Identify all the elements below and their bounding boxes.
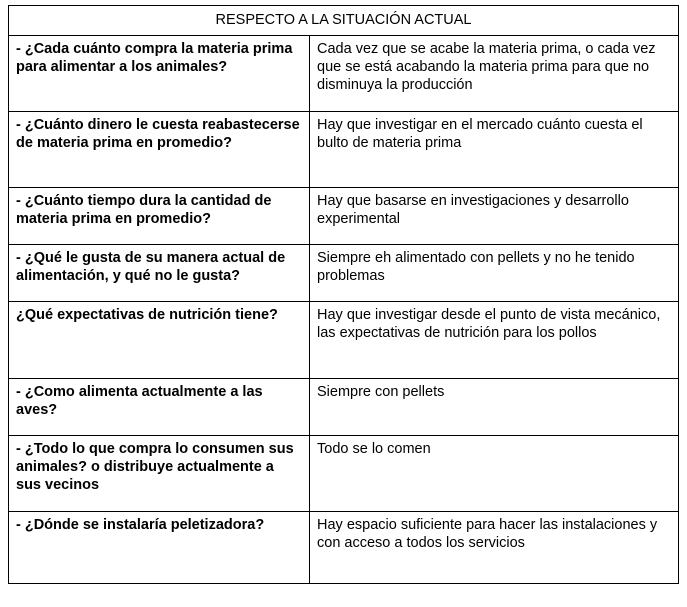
table-row	[9, 245, 679, 302]
table-row	[9, 188, 679, 245]
question-cell: ¿Qué expectativas de nutrición tiene?	[9, 302, 310, 379]
table-title: RESPECTO A LA SITUACIÓN ACTUAL	[9, 6, 679, 36]
question-cell: - ¿Todo lo que compra lo consumen sus animales? o distribuye actualmente a sus vecinos	[9, 436, 310, 512]
answer-cell: Hay espacio suficiente para hacer las instalaciones y con acceso a todos los servicios	[310, 512, 679, 584]
answer-cell: Hay que investigar en el mercado cuánto cuesta el bulto de materia prima	[310, 112, 679, 188]
question-cell: - ¿Qué le gusta de su manera actual de alimentación, y qué no le gusta?	[9, 245, 310, 302]
table-row	[9, 379, 679, 436]
question-cell: - ¿Dónde se instalaría peletizadora?	[9, 512, 310, 584]
question-cell: - ¿Como alimenta actualmente a las aves?	[9, 379, 310, 436]
question-cell: - ¿Cuánto tiempo dura la cantidad de materia prima en promedio?	[9, 188, 310, 245]
question-cell: - ¿Cada cuánto compra la materia prima para alimentar a los animales?	[9, 36, 310, 112]
answer-cell: Hay que basarse en investigaciones y desarrollo experimental	[310, 188, 679, 245]
answer-cell: Cada vez que se acabe la materia prima, o cada vez que se está acabando la materia prima para que no disminuya la producción	[310, 36, 679, 112]
table-row	[9, 436, 679, 512]
table-row	[9, 112, 679, 188]
table-row	[9, 302, 679, 379]
answer-cell: Siempre eh alimentado con pellets y no he tenido problemas	[310, 245, 679, 302]
answer-cell: Hay que investigar desde el punto de vista mecánico, las expectativas de nutrición para los pollos	[310, 302, 679, 379]
title-row	[9, 6, 679, 36]
question-cell: - ¿Cuánto dinero le cuesta reabastecerse de materia prima en promedio?	[9, 112, 310, 188]
survey-table	[8, 5, 679, 584]
table-row	[9, 36, 679, 112]
table-row	[9, 512, 679, 584]
answer-cell: Todo se lo comen	[310, 436, 679, 512]
answer-cell: Siempre con pellets	[310, 379, 679, 436]
